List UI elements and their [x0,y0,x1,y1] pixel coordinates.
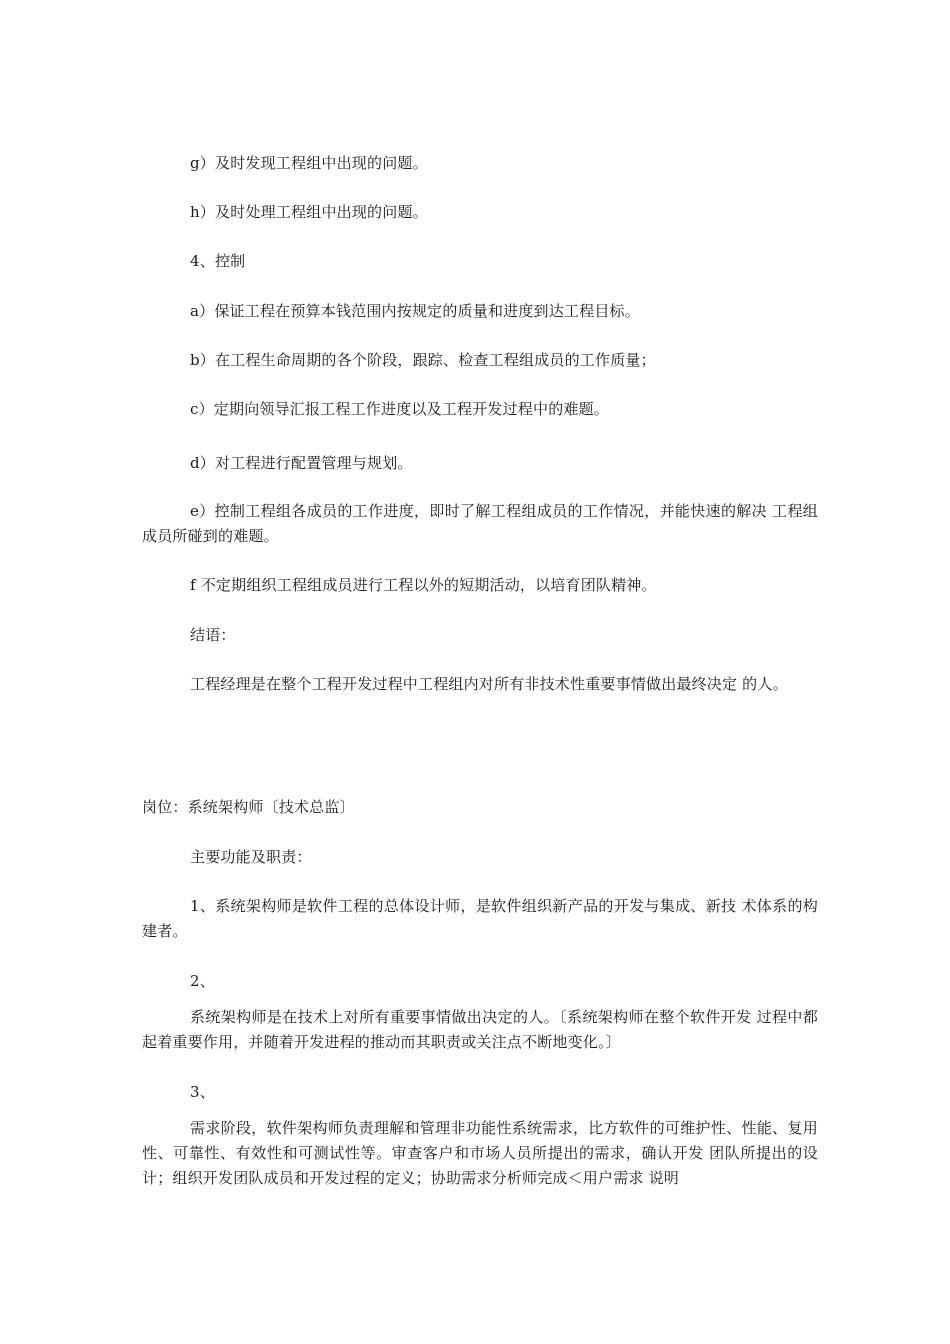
section-heading-control: 4、控制 [190,252,246,270]
duty-3-number: 3、 [190,1083,215,1101]
paragraph-a: a）保证工程在预算本钱范围内按规定的质量和进度到达工程目标。 [190,302,640,320]
duty-2: 系统架构师是在技术上对所有重要事情做出决定的人。〔系统架构师在整个软件开发 过程中都起着重要作用，并随着开发进程的推动而其职责或关注点不断地变化。〕 [142,1008,818,1051]
paragraph-h: h）及时处理工程组中出现的问题。 [190,203,428,221]
duty-2-number: 2、 [190,972,215,990]
duty-1: 1、系统架构师是软件工程的总体设计师，是软件组织新产品的开发与集成、新技 术体系的构建者。 [142,897,818,940]
paragraph-g: g）及时发现工程组中出现的问题。 [190,154,428,172]
duties-heading: 主要功能及职责： [190,848,312,866]
paragraph-b: b）在工程生命周期的各个阶段，跟踪、检查工程组成员的工作质量； [190,351,656,369]
duty-3: 需求阶段，软件架构师负责理解和管理非功能性系统需求，比方软件的可维护性、性能、复用性、可靠性、有效性和可测试性等。审查客户和市场人员所提出的需求，确认开发 团队所提出的设计；组织开发团队成员和开发过程的定义；协助需求分析师完成＜用户需求 说明 [142,1119,818,1187]
conclusion-paragraph: 工程经理是在整个工程开发过程中工程组内对所有非技术性重要事情做出最终决定 的人。 [190,675,788,693]
paragraph-d: d）对工程进行配置管理与规划。 [190,454,413,472]
paragraph-c: c）定期向领导汇报工程工作进度以及工程开发过程中的难题。 [190,400,610,418]
paragraph-f: f 不定期组织工程组成员进行工程以外的短期活动，以培育团队精神。 [190,576,657,594]
paragraph-e: e）控制工程组各成员的工作进度，即时了解工程组成员的工作情况，并能快速的解决 工程组成员所碰到的难题。 [142,502,818,545]
conclusion-label: 结语： [190,626,236,644]
position-title: 岗位：系统架构师〔技术总监〕 [142,798,355,816]
